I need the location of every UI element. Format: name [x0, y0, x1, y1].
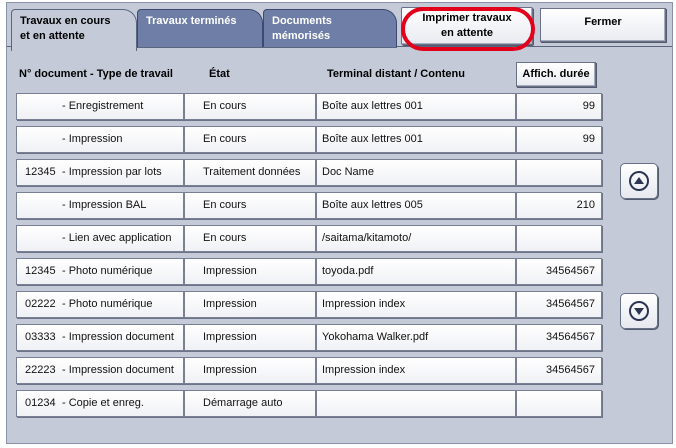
- terminal-cell[interactable]: Boîte aux lettres 005: [316, 192, 516, 219]
- doc-number: 01234: [25, 397, 56, 409]
- terminal-cell[interactable]: toyoda.pdf: [316, 258, 516, 285]
- column-header-doc: N° document - Type de travail: [19, 68, 173, 80]
- terminal-cell[interactable]: Impression index: [316, 357, 516, 384]
- state-cell[interactable]: En cours: [184, 126, 316, 153]
- state-cell[interactable]: En cours: [184, 192, 316, 219]
- job-type: - Impression document: [62, 364, 174, 376]
- print-pending-jobs-button[interactable]: [401, 7, 533, 45]
- terminal-cell[interactable]: [316, 390, 516, 417]
- state-cell[interactable]: Impression: [184, 324, 316, 351]
- value-cell[interactable]: 99: [516, 93, 602, 120]
- doc-number: 22223: [25, 364, 56, 376]
- value-cell[interactable]: 34564567: [516, 357, 602, 384]
- terminal-cell[interactable]: Boîte aux lettres 001: [316, 126, 516, 153]
- state-cell[interactable]: Démarrage auto: [184, 390, 316, 417]
- doc-type-cell[interactable]: [16, 225, 184, 252]
- table-row[interactable]: [16, 291, 602, 318]
- column-header-terminal: Terminal distant / Contenu: [327, 68, 465, 80]
- table-row[interactable]: [16, 225, 602, 252]
- value-cell[interactable]: 34564567: [516, 258, 602, 285]
- column-header-state: État: [209, 68, 230, 80]
- state-cell[interactable]: Impression: [184, 258, 316, 285]
- job-type: - Lien avec application: [62, 232, 172, 244]
- doc-type-cell[interactable]: [16, 324, 184, 351]
- tab-stored-documents[interactable]: [263, 9, 397, 47]
- doc-type-cell[interactable]: [16, 93, 184, 120]
- tab-completed-jobs[interactable]: [137, 9, 263, 47]
- state-cell[interactable]: En cours: [184, 225, 316, 252]
- value-cell[interactable]: 34564567: [516, 324, 602, 351]
- job-type: - Photo numérique: [62, 298, 153, 310]
- show-duration-button[interactable]: Affich. durée: [516, 62, 596, 87]
- value-cell[interactable]: 210: [516, 192, 602, 219]
- job-type: - Impression par lots: [62, 166, 162, 178]
- terminal-cell[interactable]: /saitama/kitamoto/: [316, 225, 516, 252]
- value-cell[interactable]: [516, 159, 602, 186]
- job-type: - Impression BAL: [62, 199, 147, 211]
- value-cell[interactable]: 99: [516, 126, 602, 153]
- job-type: - Impression document: [62, 331, 174, 343]
- scroll-down-button[interactable]: [620, 293, 658, 329]
- doc-type-cell[interactable]: [16, 159, 184, 186]
- doc-number: 12345: [25, 166, 56, 178]
- state-cell[interactable]: Traitement données: [184, 159, 316, 186]
- terminal-cell[interactable]: Boîte aux lettres 001: [316, 93, 516, 120]
- tab-label-line1: Documents: [272, 15, 332, 27]
- arrow-down-icon: [629, 301, 649, 321]
- arrow-up-icon: [629, 171, 649, 191]
- print-pending-label-line1: Imprimer travaux: [422, 12, 512, 24]
- tab-label-line1: Travaux en cours: [20, 15, 111, 27]
- close-button[interactable]: Fermer: [540, 8, 666, 42]
- job-type: - Copie et enreg.: [62, 397, 144, 409]
- table-row[interactable]: [16, 126, 602, 153]
- doc-number: 12345: [25, 265, 56, 277]
- job-type: - Impression: [62, 133, 123, 145]
- table-row[interactable]: [16, 159, 602, 186]
- state-cell[interactable]: En cours: [184, 93, 316, 120]
- doc-type-cell[interactable]: [16, 126, 184, 153]
- table-row[interactable]: [16, 390, 602, 417]
- state-cell[interactable]: Impression: [184, 357, 316, 384]
- doc-type-cell[interactable]: [16, 291, 184, 318]
- value-cell[interactable]: [516, 390, 602, 417]
- tab-label-line2: mémorisés: [272, 30, 331, 42]
- table-row[interactable]: [16, 357, 602, 384]
- terminal-cell[interactable]: Doc Name: [316, 159, 516, 186]
- table-row[interactable]: [16, 192, 602, 219]
- job-type: - Photo numérique: [62, 265, 153, 277]
- tab-label-line2: et en attente: [20, 30, 85, 42]
- table-row[interactable]: [16, 258, 602, 285]
- doc-type-cell[interactable]: [16, 258, 184, 285]
- tab-pending-jobs[interactable]: [11, 9, 137, 51]
- state-cell[interactable]: Impression: [184, 291, 316, 318]
- scroll-up-button[interactable]: [620, 163, 658, 199]
- doc-type-cell[interactable]: [16, 390, 184, 417]
- value-cell[interactable]: 34564567: [516, 291, 602, 318]
- doc-number: 03333: [25, 331, 56, 343]
- job-type: - Enregistrement: [62, 100, 144, 112]
- doc-number: 02222: [25, 298, 56, 310]
- terminal-cell[interactable]: Impression index: [316, 291, 516, 318]
- print-pending-label-line2: en attente: [441, 27, 493, 39]
- table-row[interactable]: [16, 324, 602, 351]
- terminal-cell[interactable]: Yokohama Walker.pdf: [316, 324, 516, 351]
- table-row[interactable]: [16, 93, 602, 120]
- doc-type-cell[interactable]: [16, 357, 184, 384]
- jobs-window: [6, 2, 673, 444]
- value-cell[interactable]: [516, 225, 602, 252]
- tab-label-line1: Travaux terminés: [146, 15, 237, 27]
- doc-type-cell[interactable]: [16, 192, 184, 219]
